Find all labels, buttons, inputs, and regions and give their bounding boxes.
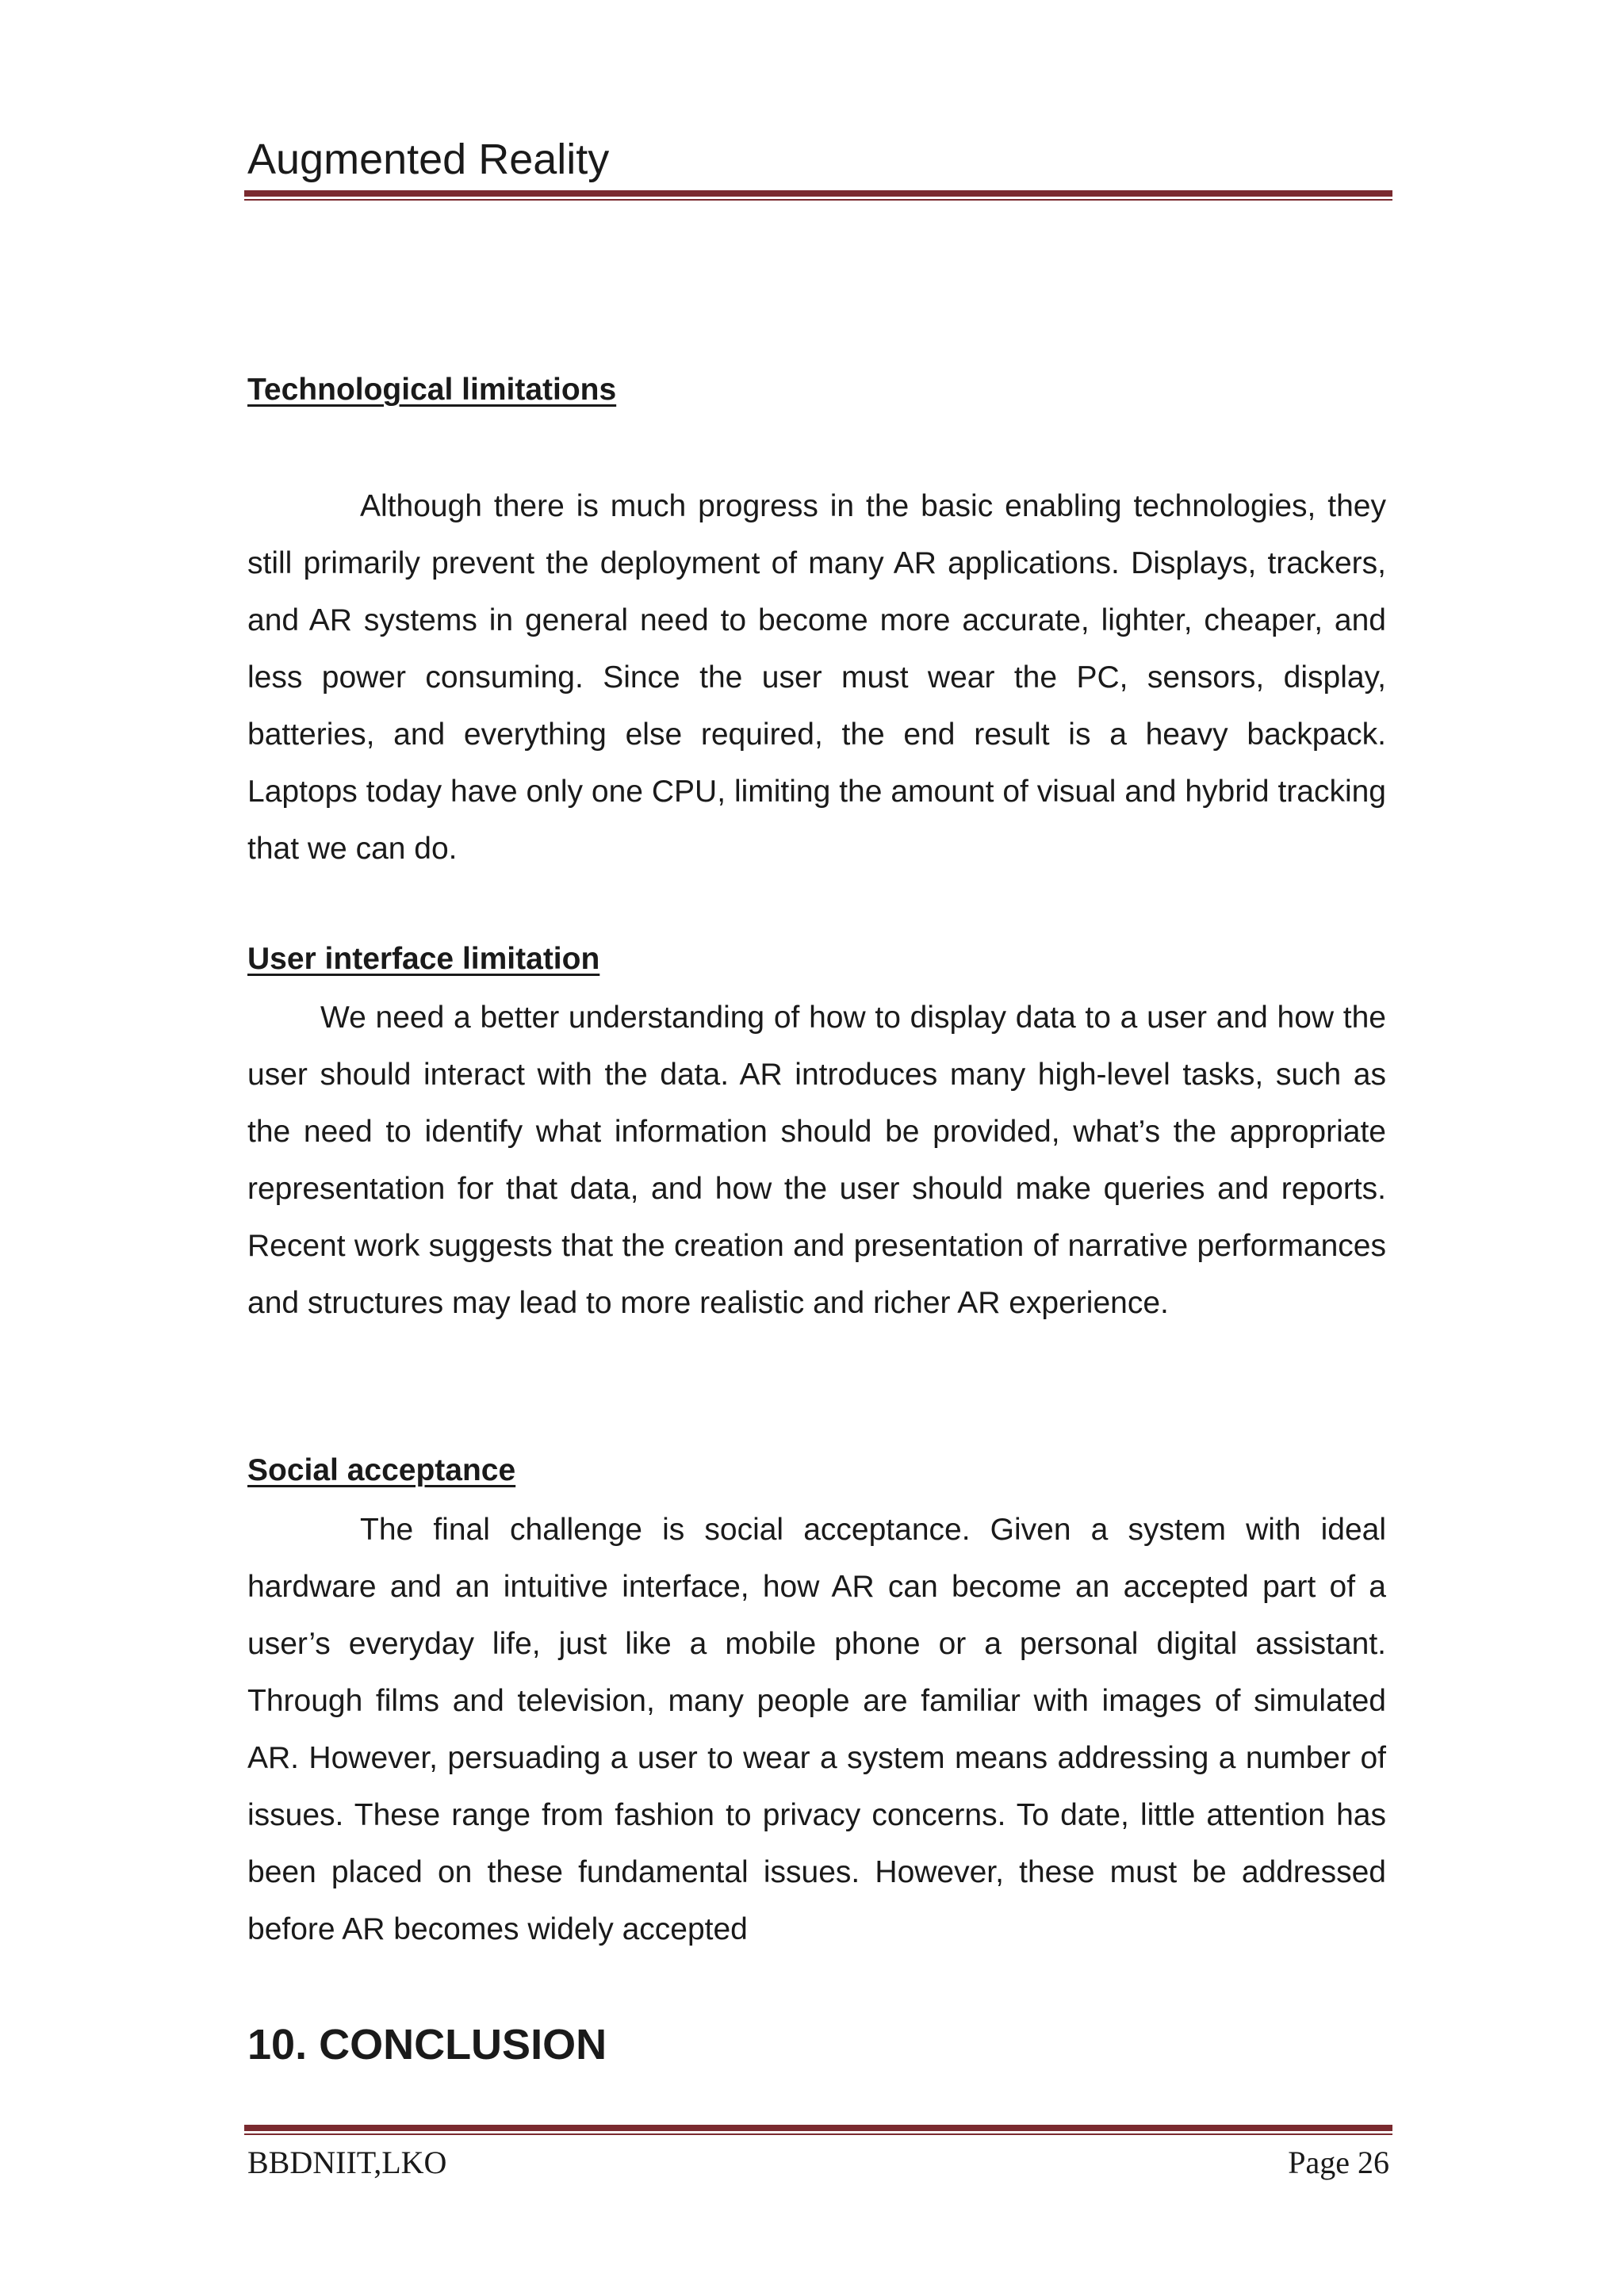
footer-institution: BBDNIIT,LKO — [247, 2145, 447, 2180]
paragraph-user-interface-limitation: We need a better understanding of how to display data to a user and how the user should interact with the data. AR introduces many high-level tasks, such as the need to identify what information should be provided, what’s the appropriate representation for that data, and how the user should make queries and reports. Recent work suggests that the creation and presentation of narrative performances and structures may lead to more realistic and richer AR experience. — [247, 1001, 1386, 1320]
section-heading-user-interface-limitation: User interface limitation — [247, 942, 600, 976]
section-heading-social-acceptance: Social acceptance — [247, 1453, 516, 1487]
paragraph-social-acceptance: The final challenge is social acceptance. Given a system with ideal hardware and an intuitive interface, how AR can become an accepted part of a user’s everyday life, just like a mobile phone or a personal digital assistant. Through films and television, many people are familiar with images of simulated AR. However, persuading a user to wear a system means addressing a number of issues. These range from fashion to privacy concerns. To date, little attention has been placed on these fundamental issues. However, these must be addressed before AR becomes widely accepted — [247, 1513, 1386, 1946]
section-heading-technological-limitations: Technological limitations — [247, 373, 617, 407]
paragraph-technological-limitations: Although there is much progress in the basic enabling technologies, they still primarily prevent the deployment of many AR applications. Displays, trackers, and AR systems in general need to become more accurate, lighter, cheaper, and less power consuming. Since the user must wear the PC, sensors, display, batteries, and everything else required, the end result is a heavy backpack. Laptops today have only one CPU, limiting the amount of visual and hybrid tracking that we can do. — [247, 489, 1386, 866]
header-divider — [244, 190, 1392, 201]
conclusion-heading: 10. CONCLUSION — [247, 2021, 607, 2068]
page-header-title: Augmented Reality — [247, 136, 610, 183]
footer-divider — [244, 2125, 1392, 2135]
footer-page-number: Page 26 — [1288, 2145, 1389, 2180]
